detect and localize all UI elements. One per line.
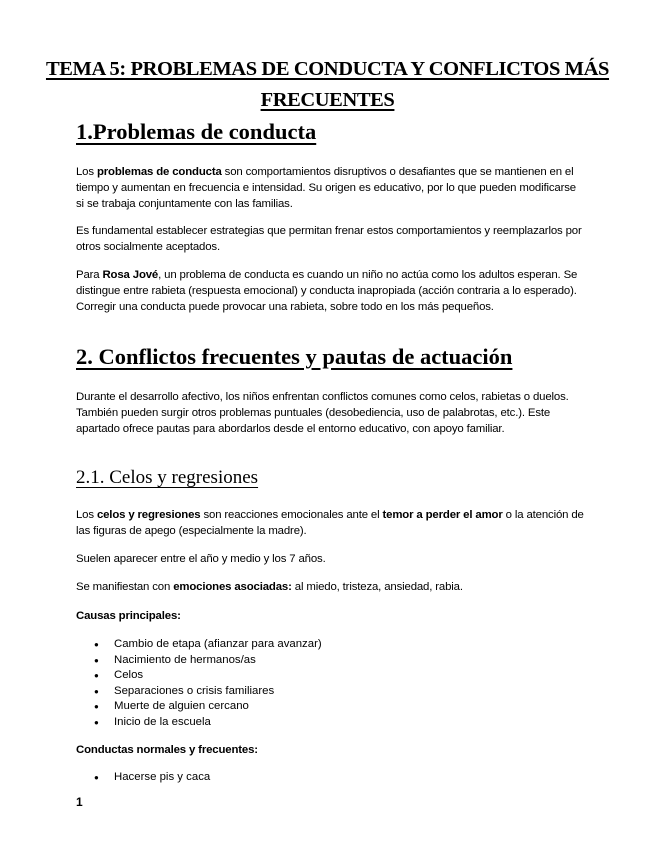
section-1-paragraph-2: Es fundamental establecer estrategias que permitan frenar estos comportamientos y reemplazarlos por otros socialmente aceptados. bbox=[76, 225, 582, 253]
section-2-1-paragraph-1: Los celos y regresiones son reacciones emocionales ante el temor a perder el amor o la atención de las figuras de apego (especialmente la madre). bbox=[76, 509, 584, 537]
conducts-heading: Conductas normales y frecuentes: bbox=[76, 744, 258, 756]
list-item: ● Nacimiento de hermanos/as bbox=[76, 653, 322, 669]
document-title: TEMA 5: PROBLEMAS DE CONDUCTA Y CONFLICTOS MÁS FRECUENTES bbox=[45, 58, 610, 111]
list-item: ● Cambio de etapa (afianzar para avanzar) bbox=[76, 637, 322, 653]
causes-heading: Causas principales: bbox=[76, 610, 181, 622]
section-1-paragraph-1: Los problemas de conducta son comportamientos disruptivos o desafiantes que se mantienen en el tiempo y aumentan en frecuencia e intensidad. Su origen es educativo, por lo que pueden modificarse si se trabaja conjuntamente con las familias. bbox=[76, 166, 576, 210]
section-2-1-heading: 2.1. Celos y regresiones bbox=[76, 467, 259, 488]
section-2-1-paragraph-3: Se manifiestan con emociones asociadas: al miedo, tristeza, ansiedad, rabia. bbox=[76, 581, 463, 593]
causes-list bbox=[76, 637, 322, 730]
section-2-paragraph-1: Durante el desarrollo afectivo, los niños enfrentan conflictos comunes como celos, rabietas o duelos. También pueden surgir otros problemas puntuales (desobediencia, uso de palabrotas, etc.). Este apartado ofrece pautas para abordarlos desde el entorno educativo, con apoyo familiar. bbox=[76, 391, 569, 435]
section-2-1-paragraph-2: Suelen aparecer entre el año y medio y los 7 años. bbox=[76, 553, 326, 565]
list-item: ● Celos bbox=[76, 668, 322, 684]
section-1-heading: 1.Problemas de conducta bbox=[76, 119, 317, 144]
list-item: ● Separaciones o crisis familiares bbox=[76, 684, 322, 700]
list-item: ● Muerte de alguien cercano bbox=[76, 699, 322, 715]
list-item: ● Inicio de la escuela bbox=[76, 715, 322, 731]
section-2-heading: 2. Conflictos frecuentes y pautas de actuación bbox=[76, 344, 513, 369]
page-number: 1 bbox=[76, 795, 83, 809]
section-1-paragraph-3: Para Rosa Jové, un problema de conducta es cuando un niño no actúa como los adultos esperan. Se distingue entre rabieta (respuesta emocional) y conducta inapropiada (acción contraria a lo esperado). Corregir una conducta puede provocar una rabieta, sobre todo en los más pequeños. bbox=[76, 269, 578, 313]
conducts-list bbox=[76, 770, 210, 786]
list-item: ● Hacerse pis y caca bbox=[76, 770, 210, 786]
